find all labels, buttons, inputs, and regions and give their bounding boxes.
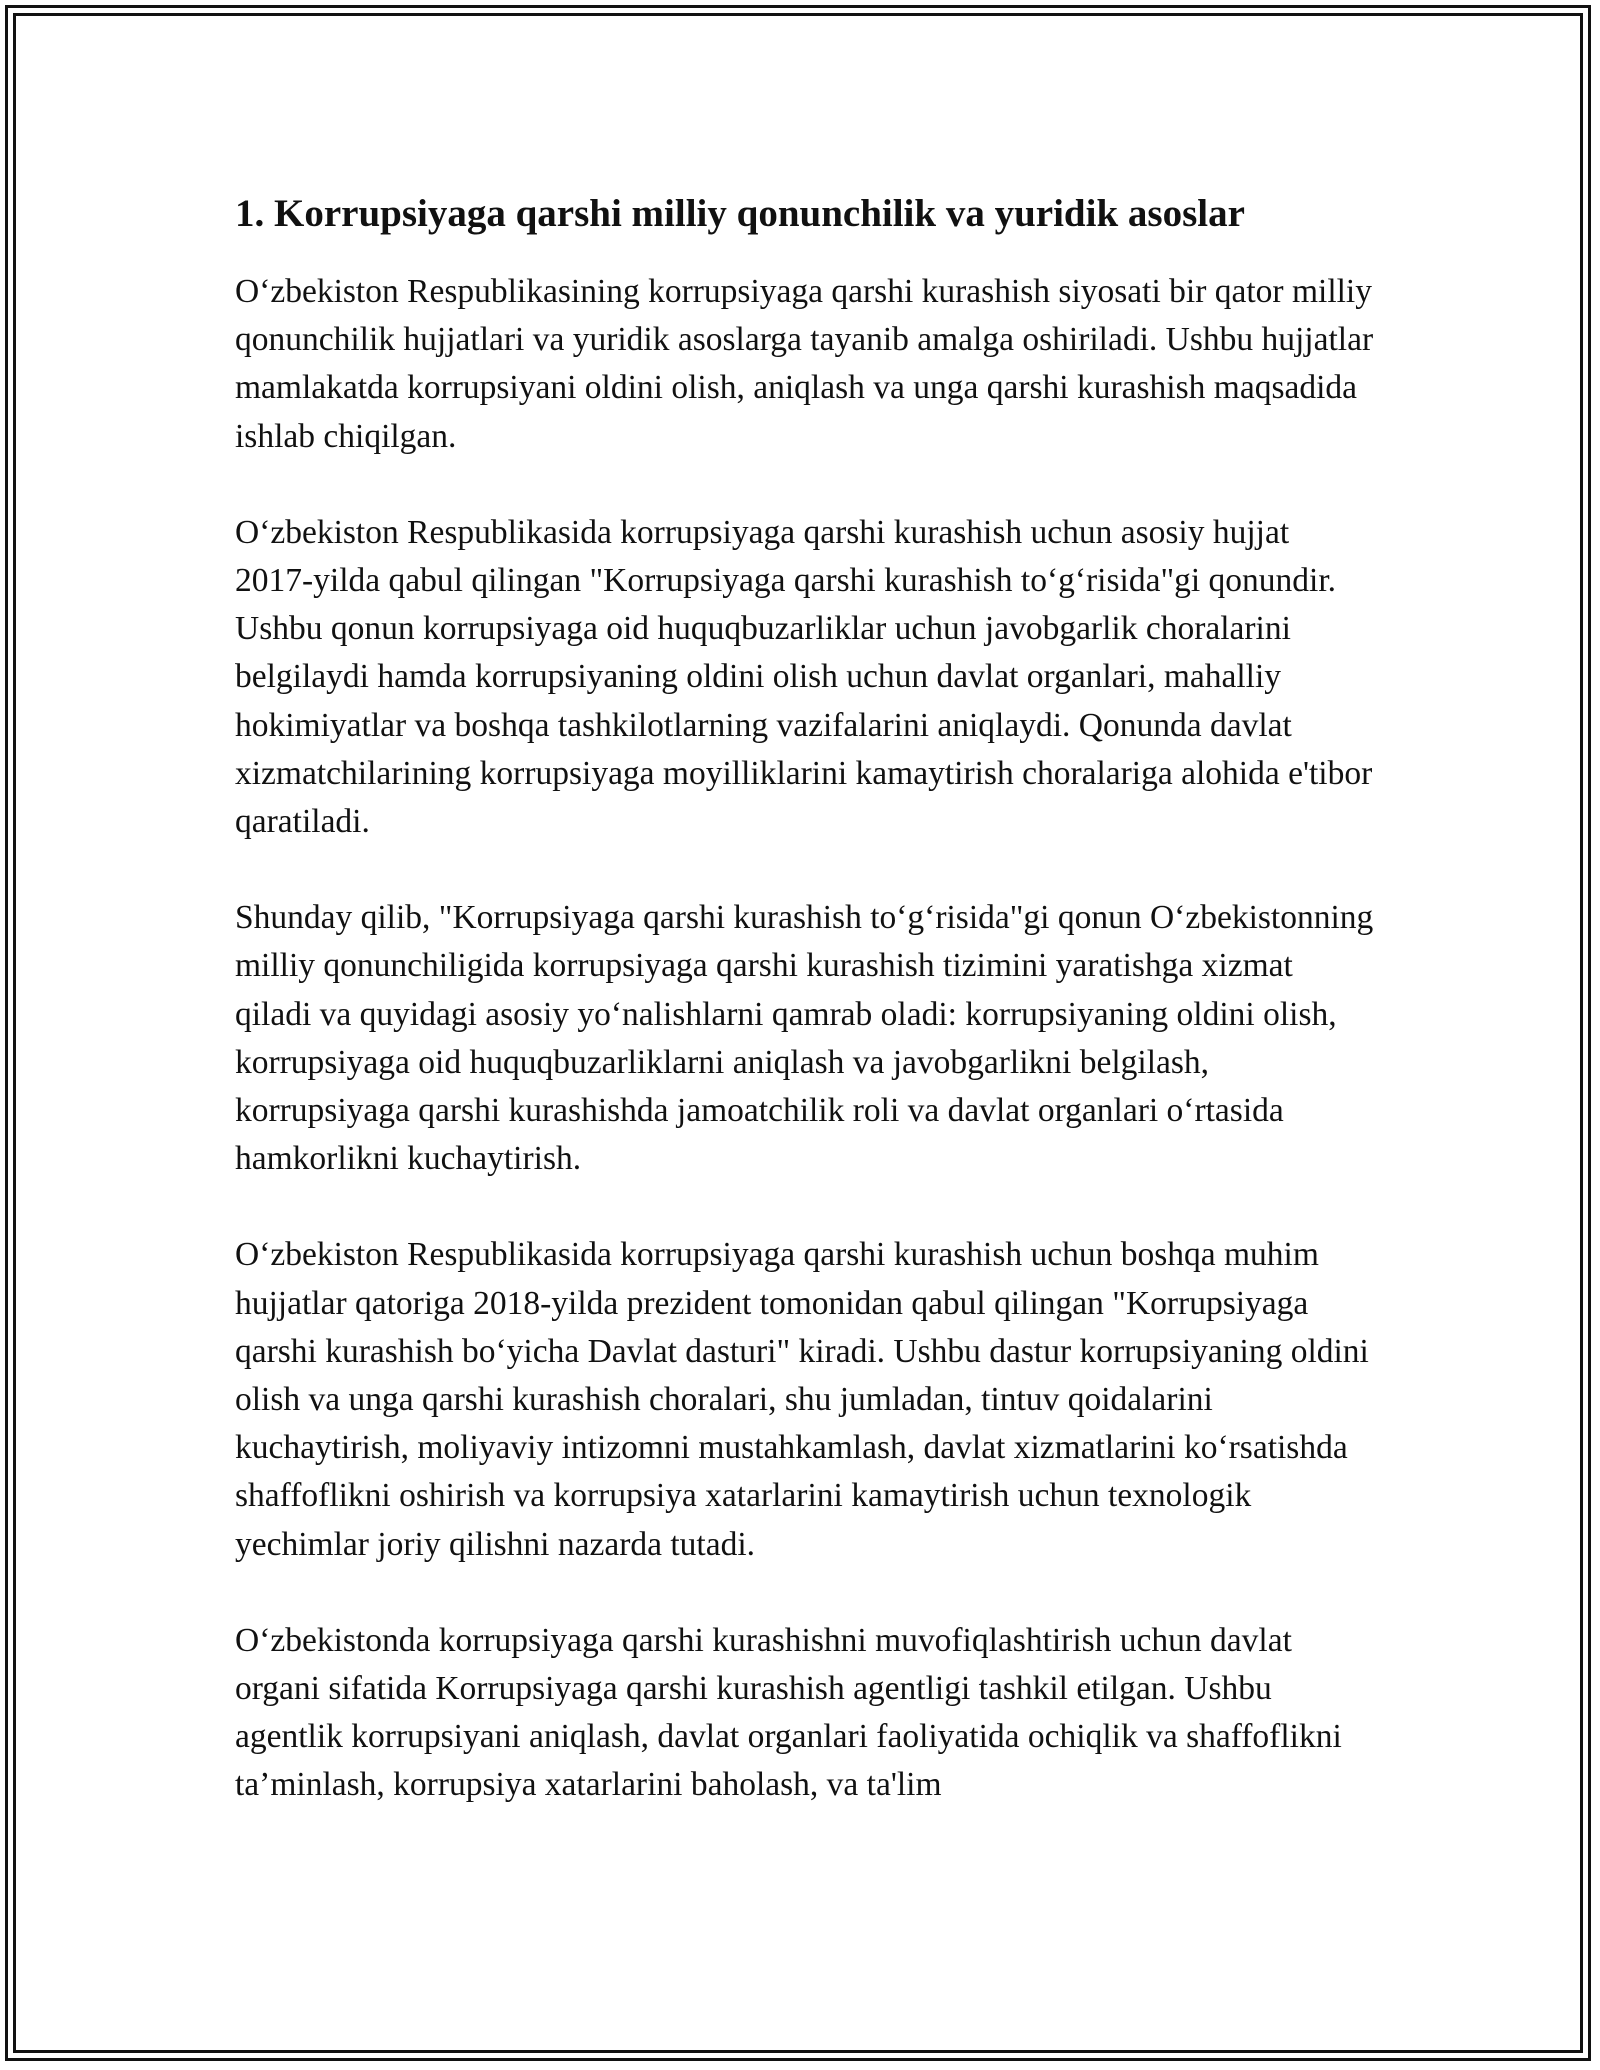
document-body bbox=[235, 186, 1375, 1858]
paragraph-1: O‘zbekiston Respublikasining korrupsiyaga qarshi kurashish siyosati bir qator milliy qonunchilik hujjatlari va yuridik asoslarga tayanib amalga oshiriladi. Ushbu hujjatlar mamlakatda korrupsiyani oldini olish, aniqlash va unga qarshi kurashish maqsadida ishlab chiqilgan. bbox=[235, 273, 1374, 455]
paragraph-2: O‘zbekiston Respublikasida korrupsiyaga qarshi kurashish uchun asosiy hujjat 2017-yilda qabul qilingan "Korrupsiyaga qarshi kurashish to‘g‘risida"gi qonundir. Ushbu qonun korrupsiyaga oid huquqbuzarliklar uchun javobgarlik choralarini belgilaydi hamda korrupsiyaning oldini olish uchun davlat organlari, mahalliy hokimiyatlar va boshqa tashkilotlarning vazifalarini aniqlaydi. Qonunda davlat xizmatchilarining korrupsiyaga moyilliklarini kamaytirish choralariga alohida e'tibor qaratiladi. bbox=[235, 513, 1373, 841]
paragraph-5: O‘zbekistonda korrupsiyaga qarshi kurashishni muvofiqlashtirish uchun davlat organi sifatida Korrupsiyaga qarshi kurashish agentligi tashkil etilgan. Ushbu agentlik korrupsiyani aniqlash, davlat organlari faoliyatida ochiqlik va shaffoflikni ta’minlash, korrupsiya xatarlarini baholash, va ta'lim bbox=[235, 1621, 1342, 1804]
paragraph-4: O‘zbekiston Respublikasida korrupsiyaga qarshi kurashish uchun boshqa muhim hujjatlar qatoriga 2018-yilda prezident tomonidan qabul qilingan "Korrupsiyaga qarshi kurashish bo‘yicha Davlat dasturi" kiradi. Ushbu dastur korrupsiyaning oldini olish va unga qarshi kurashish choralari, shu jumladan, tintuv qoidalarini kuchaytirish, moliyaviy intizomni mustahkamlash, davlat xizmatlarini ko‘rsatishda shaffoflikni oshirish va korrupsiya xatarlarini kamaytirish uchun texnologik yechimlar joriy qilishni nazarda tutadi. bbox=[235, 1236, 1369, 1563]
section-heading: 1. Korrupsiyaga qarshi milliy qonunchilik va yuridik asoslar bbox=[235, 192, 1245, 235]
paragraph-3: Shunday qilib, "Korrupsiyaga qarshi kurashish to‘g‘risida"gi qonun O‘zbekistonning milliy qonunchiligida korrupsiyaga qarshi kurashish tizimini yaratishga xizmat qiladi va quyidagi asosiy yo‘nalishlarni qamrab oladi: korrupsiyaning oldini olish, korrupsiyaga oid huquqbuzarliklarni aniqlash va javobgarlikni belgilash, korrupsiyaga qarshi kurashishda jamoatchilik roli va davlat organlari o‘rtasida hamkorlikni kuchaytirish. bbox=[235, 899, 1374, 1178]
